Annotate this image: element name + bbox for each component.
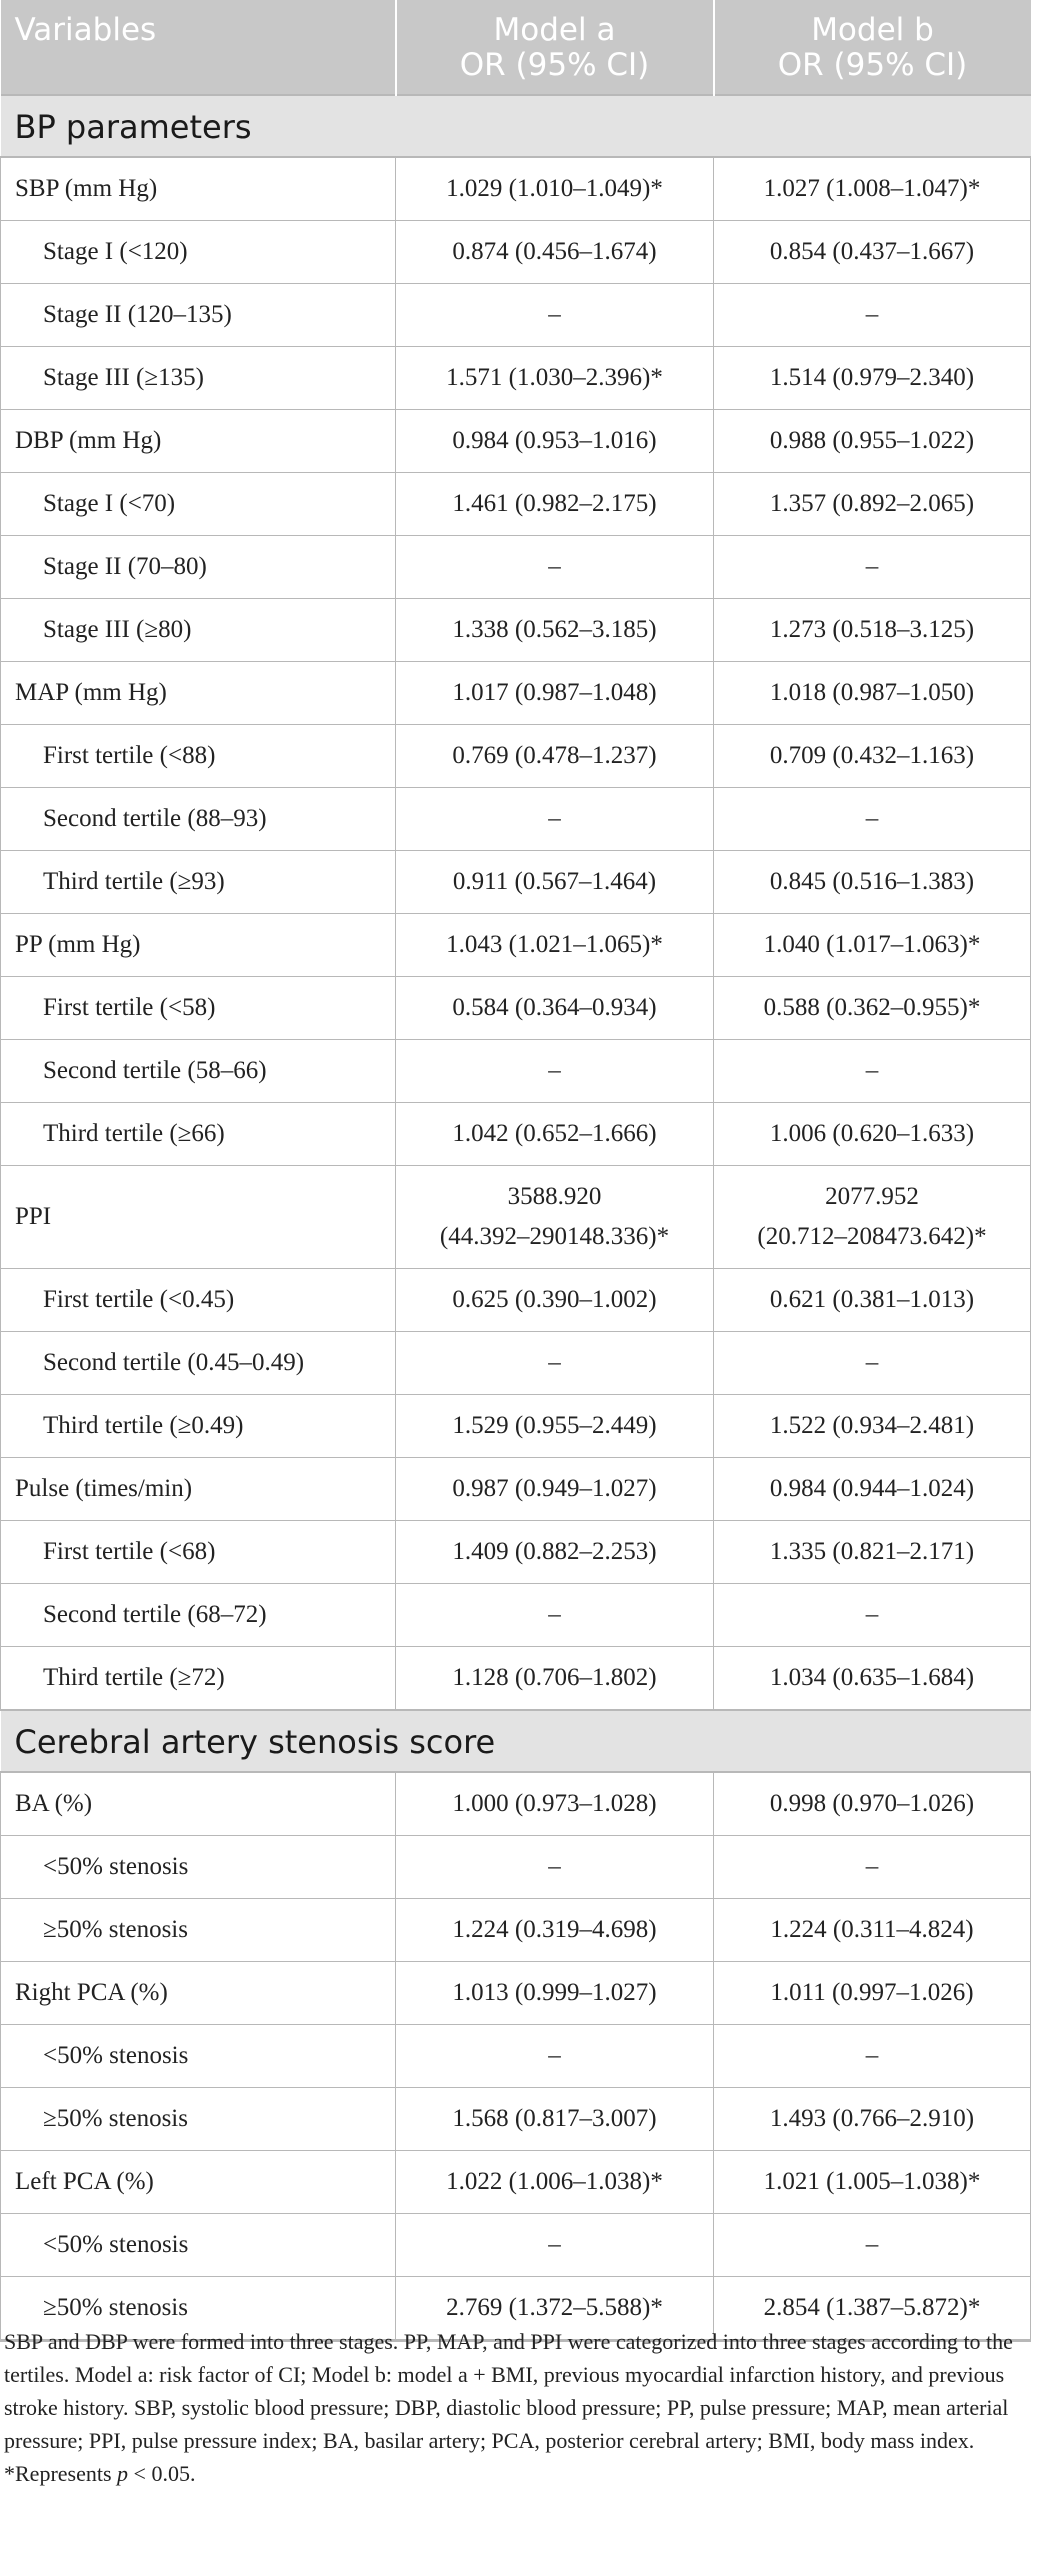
significance-suffix: < 0.05. (128, 2461, 196, 2486)
variable-cell: PP (mm Hg) (1, 914, 396, 977)
variable-cell: Stage III (≥80) (1, 599, 396, 662)
model-b-cell: 0.998 (0.970–1.026) (714, 1772, 1031, 1836)
model-a-cell: 0.874 (0.456–1.674) (396, 221, 714, 284)
model-a-line: (44.392–290148.336)* (439, 1223, 670, 1250)
model-a-cell: 0.984 (0.953–1.016) (396, 410, 714, 473)
model-a-cell: 1.571 (1.030–2.396)* (396, 347, 714, 410)
model-a-cell: – (396, 1332, 714, 1395)
variable-cell: First tertile (<68) (1, 1521, 396, 1584)
model-a-cell: – (396, 536, 714, 599)
table-row (1, 157, 1031, 221)
variable-cell: Stage II (120–135) (1, 284, 396, 347)
model-a-cell: 2.769 (1.372–5.588)* (396, 2277, 714, 2341)
header-model-b (714, 0, 1031, 95)
table-row (1, 1521, 1031, 1584)
model-a-cell: 1.043 (1.021–1.065)* (396, 914, 714, 977)
variable-cell: Stage I (<120) (1, 221, 396, 284)
model-a-cell (396, 1166, 714, 1269)
table-row (1, 1772, 1031, 1836)
variable-cell: Stage III (≥135) (1, 347, 396, 410)
model-b-cell: 1.522 (0.934–2.481) (714, 1395, 1031, 1458)
table-row (1, 788, 1031, 851)
model-a-cell: 1.029 (1.010–1.049)* (396, 157, 714, 221)
model-b-cell: 0.854 (0.437–1.667) (714, 221, 1031, 284)
model-b-cell: – (714, 2025, 1031, 2088)
model-b-cell: 1.514 (0.979–2.340) (714, 347, 1031, 410)
model-b-cell: 1.018 (0.987–1.050) (714, 662, 1031, 725)
table-row (1, 1836, 1031, 1899)
model-b-cell: – (714, 1040, 1031, 1103)
model-a-cell: – (396, 788, 714, 851)
model-a-cell: – (396, 1584, 714, 1647)
variable-cell: Second tertile (88–93) (1, 788, 396, 851)
model-b-cell: – (714, 788, 1031, 851)
variable-cell: ≥50% stenosis (1, 2088, 396, 2151)
table-row (1, 2025, 1031, 2088)
variable-cell: Second tertile (0.45–0.49) (1, 1332, 396, 1395)
model-a-cell: 1.409 (0.882–2.253) (396, 1521, 714, 1584)
table-row (1, 473, 1031, 536)
section-header-row (1, 95, 1031, 157)
table-row (1, 977, 1031, 1040)
model-a-cell: 0.584 (0.364–0.934) (396, 977, 714, 1040)
variable-cell: DBP (mm Hg) (1, 410, 396, 473)
model-b-cell: 1.006 (0.620–1.633) (714, 1103, 1031, 1166)
header-row (1, 0, 1031, 95)
table-row (1, 599, 1031, 662)
model-b-cell (714, 1166, 1031, 1269)
model-b-cell: 1.027 (1.008–1.047)* (714, 157, 1031, 221)
model-a-cell: – (396, 284, 714, 347)
variable-cell: ≥50% stenosis (1, 2277, 396, 2341)
variable-cell: Third tertile (≥93) (1, 851, 396, 914)
variable-cell: Stage I (<70) (1, 473, 396, 536)
variable-cell: <50% stenosis (1, 1836, 396, 1899)
table-row (1, 1962, 1031, 2025)
model-b-cell: 0.621 (0.381–1.013) (714, 1269, 1031, 1332)
section-header-row (1, 1710, 1031, 1772)
table-row (1, 347, 1031, 410)
table-row (1, 2214, 1031, 2277)
table-row (1, 2151, 1031, 2214)
variable-cell: PPI (1, 1166, 396, 1269)
model-a-cell: – (396, 2025, 714, 2088)
model-a-cell: 1.022 (1.006–1.038)* (396, 2151, 714, 2214)
model-a-cell: 0.769 (0.478–1.237) (396, 725, 714, 788)
header-model-a-measure: OR (95% CI) (459, 47, 650, 83)
model-b-line: (20.712–208473.642)* (757, 1223, 987, 1250)
model-b-cell: – (714, 1584, 1031, 1647)
model-a-cell: 0.625 (0.390–1.002) (396, 1269, 714, 1332)
variable-cell: MAP (mm Hg) (1, 662, 396, 725)
table-row (1, 284, 1031, 347)
model-b-cell: 0.984 (0.944–1.024) (714, 1458, 1031, 1521)
table-row (1, 1458, 1031, 1521)
header-model-a-name: Model a (493, 12, 616, 48)
significance-note (4, 2457, 1030, 2490)
header-variables: Variables (1, 0, 396, 95)
header-model-b-name: Model b (811, 12, 934, 48)
model-a-cell: 0.911 (0.567–1.464) (396, 851, 714, 914)
model-b-cell: – (714, 1836, 1031, 1899)
table-row (1, 1040, 1031, 1103)
model-b-cell: 1.224 (0.311–4.824) (714, 1899, 1031, 1962)
table-row (1, 410, 1031, 473)
model-b-cell: 1.040 (1.017–1.063)* (714, 914, 1031, 977)
variable-cell: Stage II (70–80) (1, 536, 396, 599)
table-row (1, 662, 1031, 725)
variable-cell: First tertile (<88) (1, 725, 396, 788)
table-row (1, 851, 1031, 914)
model-a-cell: 1.568 (0.817–3.007) (396, 2088, 714, 2151)
section-title: BP parameters (1, 95, 1031, 157)
table-row (1, 1103, 1031, 1166)
header-model-a (396, 0, 714, 95)
variable-cell: Pulse (times/min) (1, 1458, 396, 1521)
model-a-line: 3588.920 (507, 1183, 602, 1210)
model-b-cell: – (714, 2214, 1031, 2277)
variable-cell: BA (%) (1, 1772, 396, 1836)
table-row (1, 1584, 1031, 1647)
significance-variable: p (117, 2461, 129, 2486)
model-b-cell: – (714, 1332, 1031, 1395)
model-b-cell: 0.988 (0.955–1.022) (714, 410, 1031, 473)
table-row (1, 1166, 1031, 1269)
variable-cell: First tertile (<58) (1, 977, 396, 1040)
model-b-cell: 0.588 (0.362–0.955)* (714, 977, 1031, 1040)
model-b-cell: 0.845 (0.516–1.383) (714, 851, 1031, 914)
model-a-cell: 1.042 (0.652–1.666) (396, 1103, 714, 1166)
model-a-cell: – (396, 1836, 714, 1899)
model-a-cell: 1.013 (0.999–1.027) (396, 1962, 714, 2025)
table-body (1, 95, 1031, 2341)
model-b-cell: 0.709 (0.432–1.163) (714, 725, 1031, 788)
model-a-cell: 1.461 (0.982–2.175) (396, 473, 714, 536)
model-b-cell: – (714, 536, 1031, 599)
model-b-cell: 2.854 (1.387–5.872)* (714, 2277, 1031, 2341)
model-b-cell: – (714, 284, 1031, 347)
model-a-cell: – (396, 1040, 714, 1103)
table-row (1, 1395, 1031, 1458)
model-b-line: 2077.952 (825, 1183, 919, 1210)
table-row (1, 914, 1031, 977)
model-a-cell: 1.224 (0.319–4.698) (396, 1899, 714, 1962)
significance-prefix: *Represents (4, 2461, 118, 2486)
model-b-cell: 1.034 (0.635–1.684) (714, 1647, 1031, 1711)
model-b-cell: 1.021 (1.005–1.038)* (714, 2151, 1031, 2214)
table-footnote (4, 2325, 1030, 2490)
section-title: Cerebral artery stenosis score (1, 1710, 1031, 1772)
model-a-cell: 1.128 (0.706–1.802) (396, 1647, 714, 1711)
variable-cell: First tertile (<0.45) (1, 1269, 396, 1332)
variable-cell: Third tertile (≥0.49) (1, 1395, 396, 1458)
footnote-text: SBP and DBP were formed into three stages. PP, MAP, and PPI were categorized into three stages according to the tertiles. Model a: risk factor of CI; Model b: model a + BMI, previous myocardial infarction history, and previous stroke history. SBP, systolic blood pressure; DBP, diastolic blood pressure; PP, pulse pressure; MAP, mean arterial pressure; PPI, pulse pressure index; BA, basilar artery; PCA, posterior cerebral artery; BMI, body mass index. (4, 2329, 1013, 2453)
variable-cell: Left PCA (%) (1, 2151, 396, 2214)
table-row (1, 725, 1031, 788)
table-row (1, 536, 1031, 599)
variable-cell: <50% stenosis (1, 2214, 396, 2277)
table-row (1, 2088, 1031, 2151)
model-a-cell: 1.017 (0.987–1.048) (396, 662, 714, 725)
table-row (1, 221, 1031, 284)
variable-cell: <50% stenosis (1, 2025, 396, 2088)
model-b-cell: 1.273 (0.518–3.125) (714, 599, 1031, 662)
variable-cell: Second tertile (68–72) (1, 1584, 396, 1647)
model-a-cell: 1.529 (0.955–2.449) (396, 1395, 714, 1458)
model-a-cell: 1.338 (0.562–3.185) (396, 599, 714, 662)
model-b-cell: 1.493 (0.766–2.910) (714, 2088, 1031, 2151)
variable-cell: Second tertile (58–66) (1, 1040, 396, 1103)
table-row (1, 1269, 1031, 1332)
table-row (1, 1647, 1031, 1711)
model-b-cell: 1.357 (0.892–2.065) (714, 473, 1031, 536)
header-model-b-measure: OR (95% CI) (777, 47, 968, 83)
variable-cell: Right PCA (%) (1, 1962, 396, 2025)
variable-cell: SBP (mm Hg) (1, 157, 396, 221)
model-a-cell: 0.987 (0.949–1.027) (396, 1458, 714, 1521)
model-b-cell: 1.011 (0.997–1.026) (714, 1962, 1031, 2025)
model-b-cell: 1.335 (0.821–2.171) (714, 1521, 1031, 1584)
table-row (1, 1899, 1031, 1962)
variable-cell: ≥50% stenosis (1, 1899, 396, 1962)
variable-cell: Third tertile (≥66) (1, 1103, 396, 1166)
model-a-cell: – (396, 2214, 714, 2277)
model-a-cell: 1.000 (0.973–1.028) (396, 1772, 714, 1836)
variable-cell: Third tertile (≥72) (1, 1647, 396, 1711)
table-row (1, 1332, 1031, 1395)
